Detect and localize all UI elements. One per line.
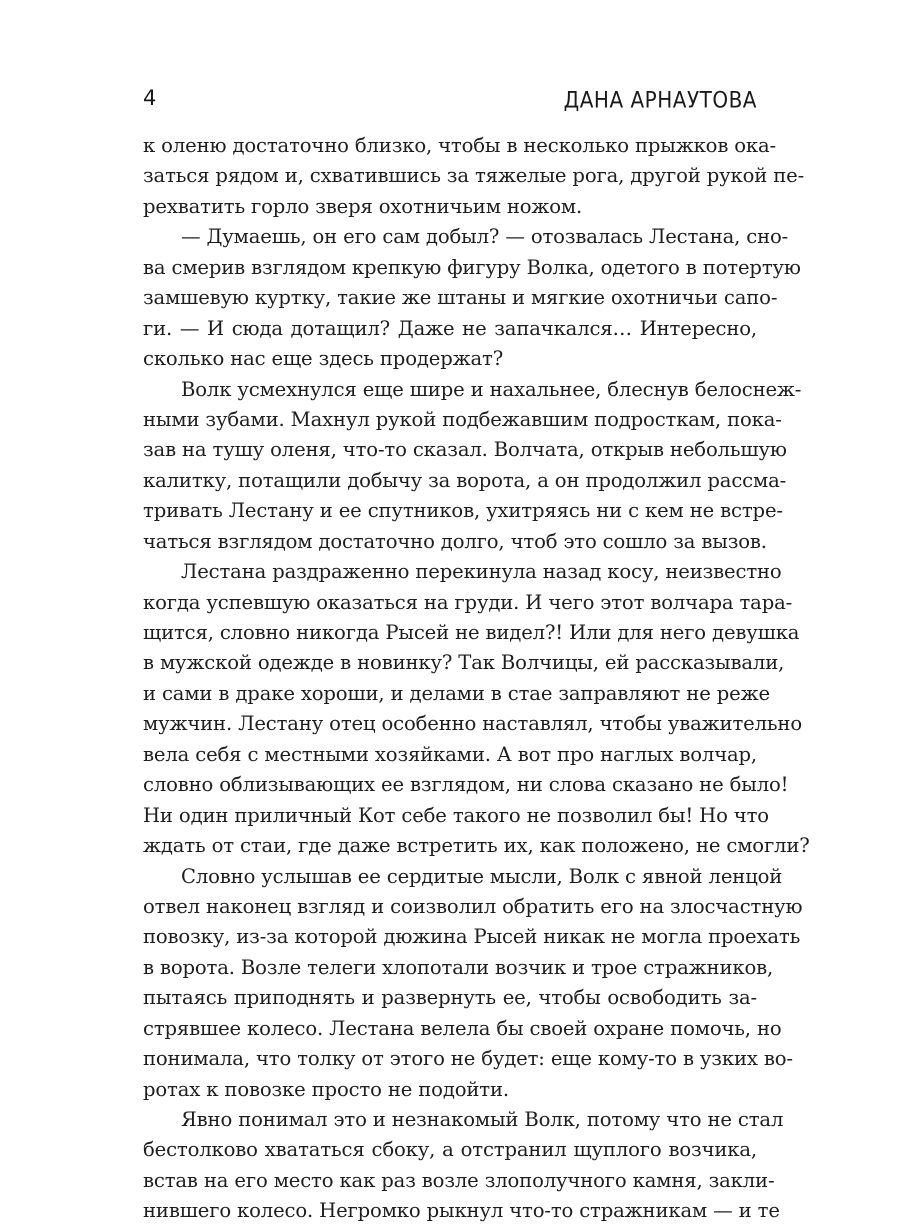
text-line: ги. — И сюда дотащил? Даже не запачкался… Интересно, [143, 316, 757, 340]
text-line: мужчин. Лестану отец особенно наставлял, чтобы уважительно [143, 712, 802, 736]
text-line: словно облизывающих ее взглядом, ни слова сказано не было! [143, 773, 789, 797]
text-line: и сами в драке хороши, и делами в стае заправляют не реже [143, 681, 770, 705]
text-line: стрявшее колесо. Лестана велела бы своей охране помочь, но [143, 1016, 782, 1040]
text-line: понимала, что толку от этого не будет: еще кому-то в узких во- [143, 1047, 793, 1071]
body-text [143, 131, 810, 1227]
text-line: в мужской одежде в новинку? Так Волчицы, ей рассказывали, [143, 651, 785, 675]
text-line: нившего колесо. Негромко рыкнул что-то стражникам — и те [143, 1199, 780, 1223]
text-line: чаться взглядом достаточно долго, чтоб это сошло за вызов. [143, 529, 767, 553]
text-line: отвел наконец взгляд и соизволил обратить его на злосчастную [143, 894, 803, 918]
text-line: пытаясь приподнять и развернуть ее, чтобы освободить за- [143, 986, 757, 1010]
text-line: к оленю достаточно близко, чтобы в несколько прыжков ока- [143, 134, 777, 157]
text-line: Лестана раздраженно перекинула назад косу, неизвестно [181, 560, 782, 584]
text-line: Словно услышав ее сердитые мысли, Волк с явной ленцой [181, 864, 783, 888]
text-line: ными зубами. Махнул рукой подбежавшим подросткам, пока- [143, 407, 782, 431]
page-number: 4 [143, 86, 157, 110]
text-line: зав на тушу оленя, что-то сказал. Волчата, открыв небольшую [143, 438, 787, 462]
text-line: ротах к повозке просто не подойти. [143, 1077, 509, 1101]
text-line: сколько нас еще здесь продержат? [143, 347, 504, 371]
text-line: встав на его место как раз возле злополучного камня, закли- [143, 1168, 775, 1192]
text-line: калитку, потащили добычу за ворота, а он продолжил рассма- [143, 468, 787, 492]
text-line: в ворота. Возле телеги хлопотали возчик и трое стражников, [143, 955, 774, 979]
text-line: — Думаешь, он его сам добыл? — отозвалась Лестана, сно- [181, 225, 789, 249]
author-name: ДАНА АРНАУТОВА [563, 86, 757, 114]
text-line: заться рядом и, схватившись за тяжелые рога, другой рукой пе- [143, 164, 805, 188]
text-line: Ни один приличный Кот себе такого не позволил бы! Но что [143, 803, 769, 827]
text-line: вела себя с местными хозяйками. А вот про наглых волчар, [143, 742, 757, 766]
text-line: повозку, из-за которой дюжина Рысей никак не могла проехать [143, 925, 801, 949]
text-line: бестолково хвататься сбоку, а отстранил щуплого возчика, [143, 1138, 757, 1162]
text-line: ждать от стаи, где даже встретить их, как положено, не смогли? [143, 834, 810, 858]
text-line: Волк усмехнулся еще шире и нахальнее, блеснув белоснеж- [181, 377, 802, 401]
text-line: замшевую куртку, такие же штаны и мягкие охотничьи сапо- [143, 286, 778, 310]
running-head [143, 84, 757, 114]
text-line: Явно понимал это и незнакомый Волк, потому что не стал [181, 1108, 784, 1131]
text-line: рехватить горло зверя охотничьим ножом. [143, 194, 583, 218]
text-line: когда успевшую оказаться на груди. И чего этот волчара тара- [143, 590, 793, 614]
text-line: ва смерив взглядом крепкую фигуру Волка, одетого в потертую [143, 255, 801, 279]
text-line: щится, словно никогда Рысей не видел?! Или для него девушка [143, 621, 800, 644]
text-line: тривать Лестану и ее спутников, ухитряясь ни с кем не встре- [143, 499, 783, 523]
